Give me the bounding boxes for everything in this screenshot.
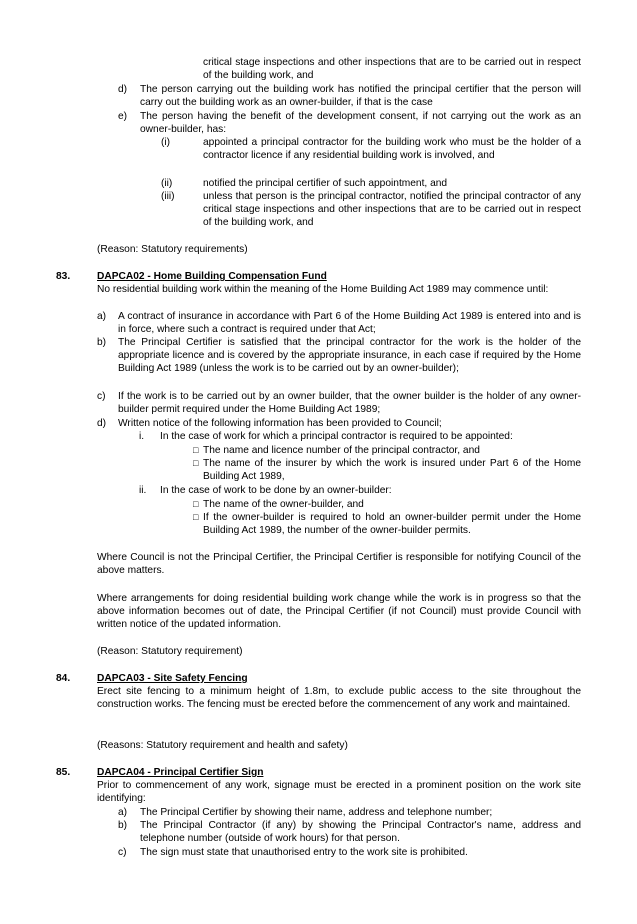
s85-b-label: b) <box>118 820 128 831</box>
sub-ii-text: notified the principal certifier of such appointment, and <box>203 178 448 189</box>
reason-statutory: (Reason: Statutory requirements) <box>97 244 248 255</box>
bullet-owner-permit: If the owner-builder is required to hold an owner-builder permit under the Home Building Act 1989, the number of the owner-builder permits. <box>203 512 581 537</box>
s83-c-label: c) <box>97 391 106 402</box>
box-bullet-icon: □ <box>193 499 199 509</box>
sub-i-text: appointed a principal contractor for the building work who must be the holder of a contractor licence if any residential building work is involved, and <box>203 137 581 162</box>
section-83-para-1: Where Council is not the Principal Certifier, the Principal Certifier is responsible for notifying Council of the above matters. <box>97 552 581 577</box>
s85-c-text: The sign must state that unauthorised entry to the work site is prohibited. <box>140 847 468 858</box>
s83-c-text: If the work is to be carried out by an owner builder, that the owner builder is the holder of any owner-builder permit required under the Home Building Act 1989; <box>118 391 581 416</box>
section-84-number: 84. <box>56 673 71 684</box>
section-85-title: DAPCA04 - Principal Certifier Sign <box>97 767 264 778</box>
s83-b-label: b) <box>97 337 107 348</box>
sub-ii-label: (ii) <box>161 178 173 189</box>
s85-a-label: a) <box>118 807 128 818</box>
section-83-intro: No residential building work within the meaning of the Home Building Act 1989 may commence until: <box>97 284 549 295</box>
section-84-text: Erect site fencing to a minimum height of 1.8m, to exclude public access to the site throughout the construction works. The fencing must be erected before the commencement of any work and maintained. <box>97 686 581 711</box>
item-c-continuation: critical stage inspections and other inspections that are to be carried out in respect of the building work, and <box>203 57 581 82</box>
roman-i-label: i. <box>139 431 145 442</box>
s83-d-label: d) <box>97 418 107 429</box>
section-85-number: 85. <box>56 767 71 778</box>
item-e-label: e) <box>118 111 128 122</box>
section-83-title: DAPCA02 - Home Building Compensation Fund <box>97 271 327 282</box>
s83-a-text: A contract of insurance in accordance with Part 6 of the Home Building Act 1989 is entered into and is in force, where such a contract is required under that Act; <box>118 311 581 336</box>
s83-d-text: Written notice of the following information has been provided to Council; <box>118 418 442 429</box>
bullet-licence: The name and licence number of the principal contractor, and <box>203 445 480 456</box>
bullet-owner-name: The name of the owner-builder, and <box>203 499 364 510</box>
section-83-para-2: Where arrangements for doing residential building work change while the work is in progress so that the above information becomes out of date, the Principal Certifier (if not Council) must provide Council with written notice of the updated information. <box>97 593 581 631</box>
roman-i-text: In the case of work for which a principal contractor is required to be appointed: <box>160 431 513 442</box>
section-84-reason: (Reasons: Statutory requirement and health and safety) <box>97 740 348 751</box>
section-85-intro: Prior to commencement of any work, signage must be erected in a prominent position on the work site identifying: <box>97 780 581 805</box>
bullet-insurer: The name of the insurer by which the work is insured under Part 6 of the Home Building Act 1989, <box>203 458 581 483</box>
s85-b-text: The Principal Contractor (if any) by showing the Principal Contractor's name, address and telephone number (outside of work hours) for that person. <box>140 820 581 845</box>
item-e-text: The person having the benefit of the development consent, if not carrying out the work as an owner-builder, has: <box>140 111 581 136</box>
box-bullet-icon: □ <box>193 458 199 468</box>
item-d-label: d) <box>118 84 128 95</box>
sub-i-label: (i) <box>161 137 171 148</box>
section-83-number: 83. <box>56 271 71 282</box>
sub-iii-label: (iii) <box>161 191 175 202</box>
sub-iii-text: unless that person is the principal contractor, notified the principal contractor of any critical stage inspections and other inspections that are to be carried out in respect of the building work, and <box>203 191 581 229</box>
s85-a-text: The Principal Certifier by showing their name, address and telephone number; <box>140 807 493 818</box>
roman-ii-label: ii. <box>139 485 147 496</box>
s83-b-text: The Principal Certifier is satisfied that the principal contractor for the work is the holder of the appropriate licence and is covered by the appropriate insurance, in each case if required by the Home Building Act 1989 (unless the work is to be carried out by an owner-builder); <box>118 337 581 375</box>
section-84-title: DAPCA03 - Site Safety Fencing <box>97 673 248 684</box>
roman-ii-text: In the case of work to be done by an owner-builder: <box>160 485 392 496</box>
box-bullet-icon: □ <box>193 512 199 522</box>
item-d-text: The person carrying out the building work has notified the principal certifier that the person will carry out the building work as an owner-builder, if that is the case <box>140 84 581 109</box>
box-bullet-icon: □ <box>193 445 199 455</box>
s85-c-label: c) <box>118 847 127 858</box>
section-83-reason: (Reason: Statutory requirement) <box>97 646 243 657</box>
s83-a-label: a) <box>97 311 107 322</box>
